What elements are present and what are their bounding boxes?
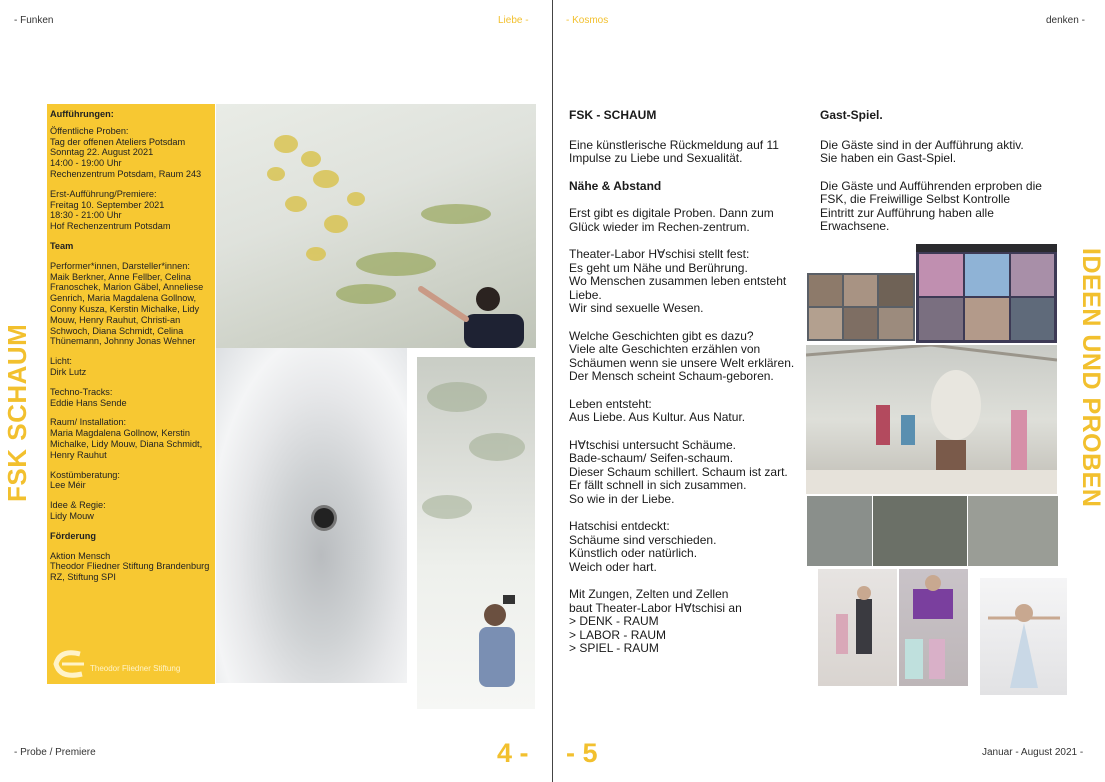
photo-video-call-2 (916, 244, 1057, 343)
team-heading: Team (50, 240, 74, 251)
fliedner-logo (50, 649, 210, 679)
footer-left: - Probe / Premiere (14, 747, 96, 758)
paragraph-6: Hatschisi entdeckt: Schäume sind verschieden. Künstlich oder natürlich. Weich oder hart. (569, 519, 717, 574)
header-right-inner: - Kosmos (566, 15, 609, 26)
funding-list: Aktion Mensch Theodor Fliedner Stiftung Brandenburg RZ, Stiftung SPI (50, 550, 210, 583)
article-title: FSK - SCHAUM (569, 108, 657, 122)
info-box (47, 104, 215, 684)
performers-list: Performer*innen, Darsteller*innen: Maik Berkner, Anne Fellber, Celina Franoschek, Marion Gäbel, Anneliese Genrich, Maria Magdalena Gollnow, Conny Kusza, Kerstin Michalke, Lidy Mouw, Henry Rauhut, Christi-an Schwoch, Diana Schmidt, Celina Thünemann, Johnny Jonas Wehner (50, 260, 204, 347)
paragraph-7: Mit Zungen, Zelten und Zellen baut Theater-Labor H∀tschisi an > DENK - RAUM > LABOR - RAUM > SPIEL - RAUM (569, 587, 742, 655)
photo-wheelchair-3 (968, 496, 1058, 566)
room-credit: Raum/ Installation: Maria Magdalena Gollnow, Kerstin Michalke, Lidy Mouw, Diana Schmidt, Henry Rauhut (50, 417, 203, 460)
premiere-info: Erst-Aufführung/Premiere: Freitag 10. September 2021 18:30 - 21:00 Uhr Hof Rechenzentrum Potsdam (50, 188, 171, 232)
photo-person-white (980, 578, 1067, 695)
paragraph-3: Welche Geschichten gibt es dazu? Viele alte Geschichten erzählen von Schäumen wenn sie unsere Welt erklären. Der Mensch scheint Schaum-geboren. (569, 328, 795, 383)
performances-heading: Aufführungen: (50, 109, 114, 119)
techno-credit: Techno-Tracks: Eddie Hans Sende (50, 386, 127, 408)
costume-credit: Kostümberatung: Lee Méir (50, 469, 120, 491)
article-subtitle: Nähe & Abstand (569, 178, 662, 193)
vertical-title-right: IDEEN UND PROBEN (1077, 248, 1105, 508)
page-number-left: 4 - (497, 738, 529, 768)
light-credit: Licht: Dirk Lutz (50, 356, 87, 377)
logo-text: Theodor Fliedner Stiftung (90, 664, 181, 673)
footer-right: Januar - August 2021 - (982, 747, 1084, 758)
photo-man-camera (417, 357, 535, 709)
photo-wheelchair-1 (807, 496, 872, 566)
photo-foam-drain (216, 348, 407, 683)
guest-title: Gast-Spiel. (820, 108, 883, 122)
guest-paragraph-2: Die Gäste und Aufführenden erproben die FSK, die Freiwillige Selbst Kontrolle Eintritt zur Aufführung haben alle Erwachsene. (820, 178, 1042, 233)
header-left-inner: Liebe - (498, 15, 529, 26)
paragraph-2: Theater-Labor H∀schisi stellt fest: Es geht um Nähe und Berührung. Wo Menschen zusammen leben entsteht Liebe. Wir sind sexuelle Wesen. (569, 247, 787, 315)
drain (314, 508, 334, 528)
photo-group-tent (806, 345, 1057, 494)
guest-paragraph-1: Die Gäste sind in der Aufführung aktiv. Sie haben ein Gast-Spiel. (820, 137, 1024, 165)
public-rehearsals: Öffentliche Proben: Tag der offenen Ateliers Potsdam Sonntag 22. August 2021 14:00 - 19:00 Uhr Rechenzentrum Potsdam, Raum 243 (50, 125, 202, 179)
fliedner-logo-icon (50, 649, 90, 679)
vertical-title-left: FSK SCHAUM (2, 323, 32, 502)
photo-tent-installation (216, 104, 536, 348)
paragraph-1: Erst gibt es digitale Proben. Dann zum Glück wieder im Rechen-zentrum. (569, 206, 774, 234)
direction-credit: Idee & Regie: Lidy Mouw (50, 500, 106, 521)
header-right-outer: denken - (1046, 15, 1085, 26)
funding-heading: Förderung (50, 530, 96, 541)
photo-hallway-1 (818, 569, 897, 686)
paragraph-4: Leben entsteht: Aus Liebe. Aus Kultur. Aus Natur. (569, 396, 746, 424)
photo-hallway-2 (899, 569, 968, 686)
photo-workshop-2 (873, 496, 967, 566)
photo-video-call-1 (807, 273, 915, 341)
article-intro: Eine künstlerische Rückmeldung auf 11 Impulse zu Liebe und Sexualität. (569, 137, 779, 165)
page-divider (552, 0, 553, 782)
text-column-left (569, 109, 809, 670)
header-left-outer: - Funken (14, 15, 54, 26)
text-column-right (820, 109, 1060, 248)
paragraph-5: H∀tschisi untersucht Schäume. Bade-schaum/ Seifen-schaum. Dieser Schaum schillert. Schaum ist zart. Er fällt schnell in sich zusammen. So wie in der Liebe. (569, 437, 788, 506)
page-number-right: - 5 (566, 738, 598, 768)
